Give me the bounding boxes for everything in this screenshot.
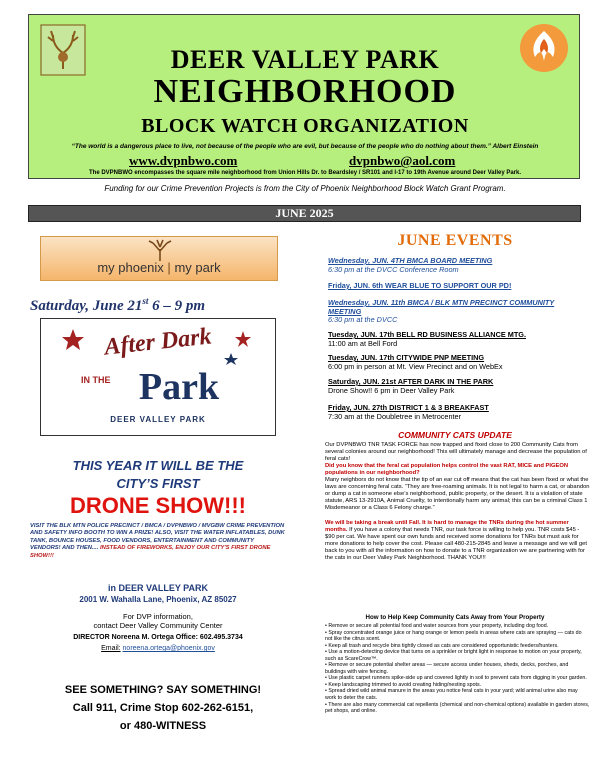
after-dark-text: After Dark — [103, 323, 213, 361]
cats-title: COMMUNITY CATS UPDATE — [398, 430, 512, 440]
list-item: • Use a motion-detecting device that turns on a sprinkler or bright light in response to motion on your property, such as ScareCrow™. — [325, 649, 582, 662]
event-item: Friday, JUN. 27th DISTRICT 1 & 3 BREAKFAST 7:30 am at the Doubletree in Metrocenter — [328, 403, 489, 421]
park-text: Park — [138, 366, 220, 408]
director-email: Email: noreena.ortega@phoenix.gov — [101, 645, 215, 652]
list-item: • There are also many commercial cat repellents (chemical and non-chemical options) available in garden stores, pet shops, and online. — [325, 701, 590, 715]
cats-paragraph-4: We will be taking a break until Fall. It is hard to manage the TNRs during the hot summer months. If you have a colony that needs TNR, our task force is willing to help you. TNR costs $45 - $90 per cat. We have spent our own funds and received some donations for TNRs but must ask for more donations to help cover the cost. Please call 480-215-2845 and leave a message and we will get back to you with all the information on how to donate to a TNR organization we are partnering with for the cats in our Deer Valley Park Neighborhood. THANK YOU!!! — [325, 520, 587, 561]
cats-paragraph-3: Many neighbors do not know that the tip of an ear cut off means that the cat has been fixed or what the laws are concerning feral cats. “They are free-roaming animals. It is not legal to harm a cat, or abandon or dump a cat in someone else’s neighborhood, public property, or the desert. It is a violation of state statute, ARS 13-2910A, Animal Cruelty, to intentionally harm any animal; this can be a criminal Class 1 Misdemeanor or a Class 6 Felony charge.” — [325, 477, 590, 511]
list-item: • Spray concentrated orange juice or hang orange or lemon peels in areas where cats are spraying — cats do not like the citrus scent. — [325, 629, 582, 643]
event-date-heading: Saturday, June 21st 6 – 9 pm — [30, 296, 206, 314]
cat-tips-list — [325, 623, 590, 715]
list-item: • Keep landscaping trimmed to avoid creating hiding/nesting spots. — [325, 681, 482, 688]
list-item: • Spread dried wild animal manure in the areas you notice feral cats in your yard; wild animal urine also may work to deter the cats. — [325, 688, 578, 702]
location-address: 2001 W. Wahalla Lane, Phoenix, AZ 85027 — [79, 595, 237, 604]
coverage-note: The DVPNBWO encompasses the square mile neighborhood from Union Hills Dr. to Beardsley / SR101 and I-17 to 19th Avenue around Deer Valley Park. — [89, 170, 521, 176]
location-name: in DEER VALLEY PARK — [107, 583, 208, 593]
list-item: • Use plastic carpet runners spike-side up and covered lightly in soil to prevent cats from digging in your garden. — [325, 675, 587, 682]
my-phoenix-my-park-banner — [40, 236, 278, 281]
witness-number: or 480-WITNESS — [119, 720, 207, 732]
einstein-quote: “The world is a dangerous place to live, not because of the people who are evil, but because of the people who do nothing about them.” Albert Einstein — [71, 143, 539, 150]
tree-icon — [145, 239, 175, 261]
header-banner — [28, 14, 580, 179]
call-numbers: Call 911, Crime Stop 602-262-6151, — [72, 702, 254, 714]
event-item: Friday, JUN. 6th WEAR BLUE TO SUPPORT OUR PD! — [328, 281, 512, 290]
director-contact: DIRECTOR Noreena M. Ortega Office: 602.495.3734 — [73, 634, 243, 641]
cats-paragraph-2: Did you know that the feral cat population helps control the vast RAT, MICE and PIGEON populations in our neighborhood? — [325, 463, 569, 476]
events-title: JUNE EVENTS — [397, 232, 513, 249]
org-title-line3: BLOCK WATCH ORGANIZATION — [141, 115, 469, 137]
list-item: • Remove or secure all potential food and water sources from your property, including dog food. — [325, 623, 549, 629]
list-item: • Remove or secure potential shelter areas — secure access under houses, sheds, decks, porches, and buildings with wire fencing. — [325, 662, 569, 675]
director-email-link[interactable]: noreena.ortega@phoenix.gov — [122, 645, 215, 652]
citys-first-text: CITY’S FIRST — [116, 476, 200, 491]
event-item: Saturday, JUN. 21st AFTER DARK IN THE PARK Drone Show!! 6 pm in Deer Valley Park — [328, 377, 494, 395]
my-phoenix-text: my phoenix | my park — [97, 260, 221, 275]
event-item: Tuesday, JUN. 17th CITYWIDE PNP MEETING 6:00 pm in person at Mt. View Precinct and on WebEx — [328, 353, 503, 371]
drone-show-heading: DRONE SHOW!!! — [70, 493, 246, 518]
dvp-info: For DVP information, contact Deer Valley Community Center — [93, 612, 223, 630]
funding-note: Funding for our Crime Prevention Projects is from the City of Phoenix Neighborhood Block Watch Grant Program. — [104, 184, 506, 193]
website-link[interactable]: www.dvpnbwo.com — [129, 153, 238, 168]
month-bar: JUNE 2025 — [28, 205, 581, 222]
list-item: • Keep all trash and recycle bins tightly closed as cats are considered opportunistic feeders/hunters. — [325, 642, 559, 649]
event-item: Wednesday, JUN. 4TH BMCA BOARD MEETING 6:30 pm at the DVCC Conference Room — [328, 256, 493, 274]
email-link[interactable]: dvpnbwo@aol.com — [349, 153, 456, 168]
event-item: Wednesday, JUN. 11th BMCA / BLK MTN PRECINCT COMMUNITY MEETING 6:30 pm at the DVCC — [328, 298, 555, 324]
this-year-text: THIS YEAR IT WILL BE THE — [72, 458, 244, 473]
cats-paragraph-1: Our DVPNBWO TNR TASK FORCE has now trapped and fixed close to 200 Community Cats from several colonies around our neighborhood! This will ultimately manage and decrease the population of feral cats! — [325, 442, 587, 462]
deer-valley-park-logo-sub: DEER VALLEY PARK — [110, 415, 206, 424]
after-dark-logo — [40, 318, 276, 436]
see-something-text: SEE SOMETHING? SAY SOMETHING! — [64, 684, 262, 696]
visit-paragraph: VISIT THE BLK MTN POLICE PRECINCT / BMCA / DVPNBWO / MVGBW CRIME PREVENTION AND SAFETY INFO BOOTH TO WIN A PRIZE! ALSO, VISIT THE WATER INFLATABLES, DUNK TANK, BOUNCE HOUSES, FOOD VENDORS, ENTERTAINMENT AND COMMUNITY VENDORS! AND THEN.... INSTEAD OF FIREWORKS, ENJOY OUR CITY'S FIRST DRONE SHOW!!! — [30, 523, 285, 559]
event-item: Tuesday, JUN. 17th BELL RD BUSINESS ALLIANCE MTG. 11:00 am at Bell Ford — [328, 330, 526, 348]
org-title-line2: NEIGHBORHOOD — [153, 73, 457, 110]
org-title-line1: DEER VALLEY PARK — [170, 45, 440, 74]
howto-heading: How to Help Keep Community Cats Away from Your Property — [365, 614, 545, 621]
in-the-text: IN THE — [81, 375, 111, 385]
